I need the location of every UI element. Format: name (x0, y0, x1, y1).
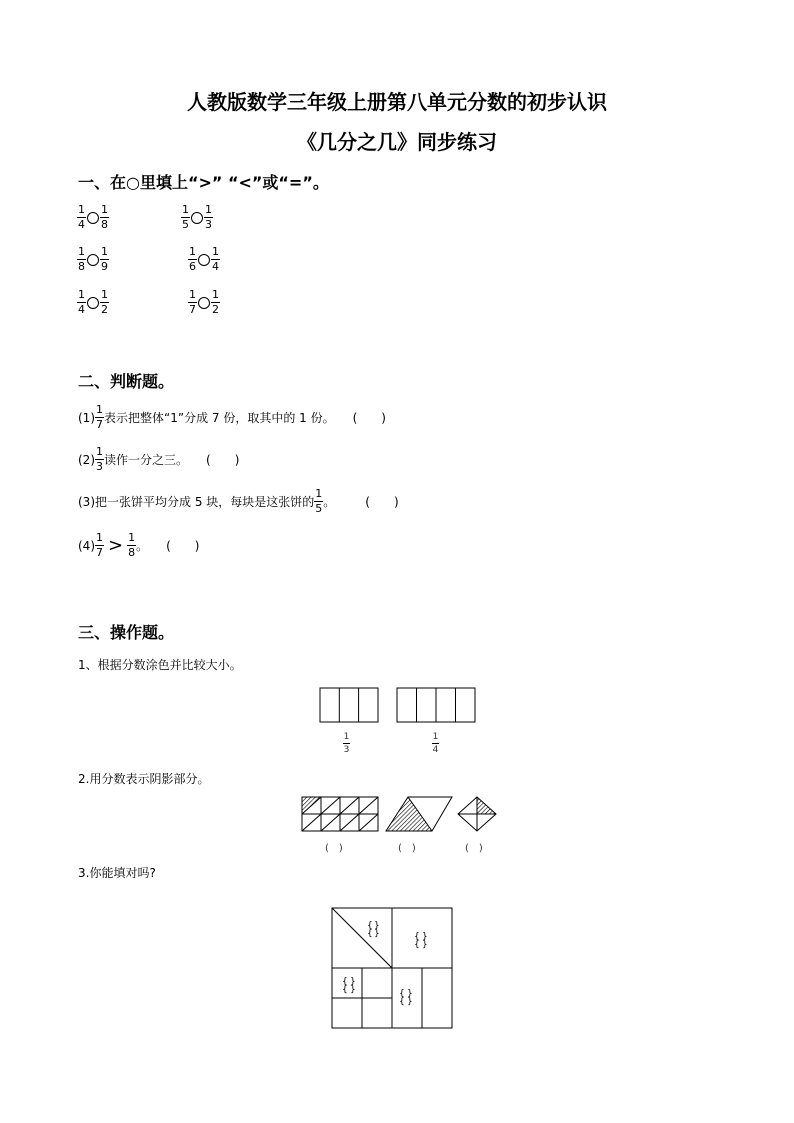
judge-question-2 (78, 446, 239, 473)
judge-question-3 (78, 488, 399, 515)
color-bars (318, 686, 478, 724)
answer-blank-diamond[interactable]: ( ) (465, 843, 483, 854)
shaded-shapes (300, 795, 500, 835)
bar-thirds[interactable] (320, 688, 378, 722)
q1-fraction: $\frac{1}{7}$ (96, 403, 103, 431)
q2-label: (2) (78, 452, 95, 467)
fraction-right: $\frac{1}{2}$ (212, 288, 219, 316)
blank-top-left[interactable]: { (367, 921, 373, 931)
q4-fraction-b: $\frac{1}{8}$ (128, 531, 136, 559)
q3-fraction: $\frac{1}{5}$ (315, 487, 323, 515)
fraction-left: $\frac{1}{4}$ (78, 203, 85, 231)
q4-end: 。 (136, 539, 149, 553)
compare-circle[interactable] (198, 297, 210, 309)
fraction-right: $\frac{1}{9}$ (101, 245, 108, 273)
compare-circle[interactable] (191, 212, 203, 224)
fraction-right: $\frac{1}{8}$ (101, 203, 108, 231)
comparison-item (77, 289, 109, 316)
fraction-right: $\frac{1}{2}$ (101, 288, 108, 316)
comparison-item (77, 204, 109, 231)
svg-text:}: } (374, 921, 380, 931)
q3-text: 把一张饼平均分成 5 块，每块是这张饼的 (95, 495, 315, 509)
svg-text:}: } (422, 940, 428, 950)
q1-text: 表示把整体“1”分成 7 份，取其中的 1 份。 (104, 411, 335, 425)
section3-heading: 三、操作题。 (78, 623, 175, 642)
triangle-grid-shape (302, 797, 378, 831)
judge-question-1 (78, 404, 386, 431)
fraction-left: $\frac{1}{6}$ (189, 245, 196, 273)
op-question-2: 2.用分数表示阴影部分。 (78, 772, 210, 786)
svg-text:}: } (407, 989, 413, 999)
blank-bottom-middle[interactable]: { (399, 989, 405, 999)
svg-text:}: } (407, 997, 413, 1007)
bar-quarters[interactable] (397, 688, 475, 722)
q3-answer-blank[interactable]: ( ) (365, 495, 399, 509)
q4-answer-blank[interactable]: ( ) (166, 539, 200, 553)
q4-operator: > (108, 535, 124, 556)
svg-text:}: } (350, 977, 356, 987)
q2-answer-blank[interactable]: ( ) (206, 453, 240, 467)
fraction-right: $\frac{1}{4}$ (212, 245, 219, 273)
compare-circle[interactable] (87, 212, 99, 224)
caption-one-third: 1 3 (343, 732, 350, 755)
q3-label: (3) (78, 494, 95, 509)
fraction-left: $\frac{1}{5}$ (182, 203, 189, 231)
answer-blank-parallelogram[interactable]: ( ) (398, 843, 416, 854)
svg-text:{: { (399, 997, 405, 1007)
svg-text:{: { (414, 940, 420, 950)
compare-circle[interactable] (87, 297, 99, 309)
fraction-left: $\frac{1}{4}$ (78, 288, 85, 316)
comparison-item (77, 246, 109, 273)
q2-fraction: $\frac{1}{3}$ (96, 445, 103, 473)
comparison-item (188, 246, 220, 273)
q4-label: (4) (78, 538, 95, 553)
svg-text:}: } (374, 929, 380, 939)
fraction-left: $\frac{1}{7}$ (189, 288, 196, 316)
q1-answer-blank[interactable]: ( ) (352, 411, 386, 425)
fraction-left: $\frac{1}{8}$ (78, 245, 85, 273)
caption-one-fourth: 1 4 (432, 732, 439, 755)
q3-end: 。 (323, 495, 336, 509)
q4-fraction-a: $\frac{1}{7}$ (96, 531, 103, 559)
parallelogram-shape (386, 797, 452, 831)
q1-label: (1) (78, 410, 95, 425)
comparison-item (188, 289, 220, 316)
page-title: 人教版数学三年级上册第八单元分数的初步认识 (187, 90, 607, 114)
svg-text:}: } (422, 932, 428, 942)
comparison-item (181, 204, 213, 231)
op-question-3: 3.你能填对吗? (78, 866, 156, 880)
compare-circle[interactable] (198, 254, 210, 266)
blank-bottom-left[interactable]: { (342, 977, 348, 987)
judge-question-4 (78, 532, 199, 559)
partition-square (330, 906, 454, 1030)
q2-text: 读作一分之三。 (104, 453, 189, 467)
page-subtitle: 《几分之几》同步练习 (297, 130, 497, 154)
svg-text:{: { (342, 985, 348, 995)
diamond-shape (458, 797, 496, 831)
compare-circle[interactable] (87, 254, 99, 266)
op-question-1: 1、根据分数涂色并比较大小。 (78, 658, 242, 672)
section1-heading: 一、在○里填上“>” “<”或“=”。 (78, 173, 329, 192)
blank-top-right[interactable]: { (414, 932, 420, 942)
fraction-right: $\frac{1}{3}$ (205, 203, 212, 231)
svg-text:}: } (350, 985, 356, 995)
section2-heading: 二、判断题。 (78, 372, 175, 391)
svg-text:{: { (367, 929, 373, 939)
answer-blank-grid[interactable]: ( ) (325, 843, 343, 854)
